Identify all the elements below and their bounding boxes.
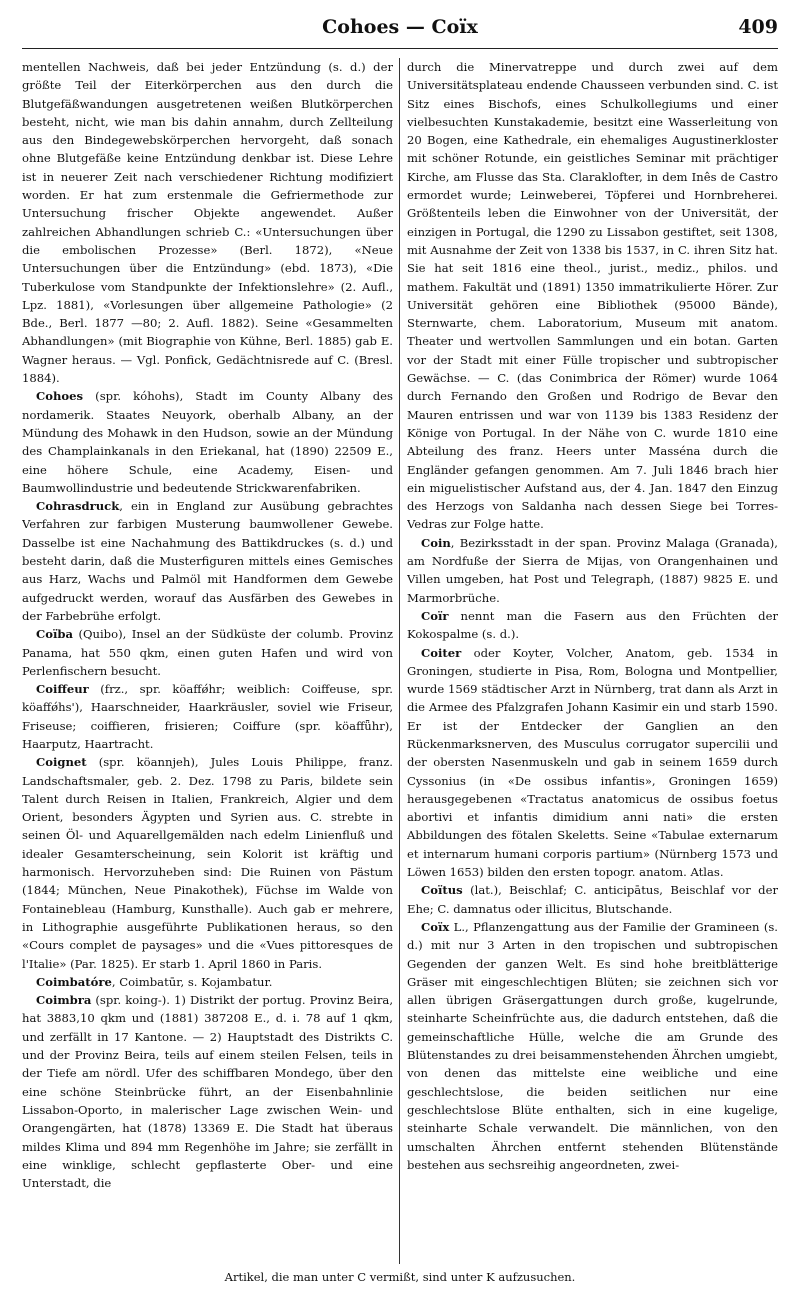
entry-headword: Coin [421,535,451,550]
dictionary-entry [22,497,393,625]
page-number: 409 [738,16,778,38]
entry-text: (spr. köannjeh), Jules Louis Philippe, franz. Landschaftsmaler, geb. 2. Dez. 1798 zu Paris, bildete sein Talent durch Reisen in Italien, Frankreich, Algier und dem Orient, besonders Ägypten und Syrien aus. C. strebte in seinen Öl- und Aquarellgemälden nach edelm Linienfluß und idealer Gesamterscheinung, sein Kolorit ist kräftig und harmonisch. Hervorzuheben sind: Die Ruinen von Pästum (1844; München, Neue Pinakothek), Füchse im Walde von Fontainebleau (Hamburg, Kunsthalle). Auch gab er mehrere, in Lithographie ausgeführte Publikationen heraus, so den «Cours complet de paysages» und die «Vues pittoresques de l'Italie» (Par. 1825). Er starb 1. April 1860 in Paris. [22,755,393,971]
entry-headword: Coïr [421,608,449,623]
dictionary-entry [407,58,778,534]
entry-headword: Coimbra [36,993,92,1008]
right-column [407,58,778,1264]
dictionary-entry [22,973,393,991]
entry-headword: Cohoes [36,389,84,404]
dictionary-entry [22,680,393,753]
dictionary-entry [407,644,778,882]
running-head: Cohoes — Coïx [322,16,478,38]
entry-text: , Coimbatūr, s. Kojambatur. [111,974,273,989]
dictionary-entry [22,387,393,497]
entry-headword: Coiter [421,645,462,660]
entry-text: (frz., spr. köaffǿhr; weiblich: Coiffeuse, spr. köaffǿhs'), Haarschneider, Haarkräusler, soviel wie Friseur, Friseuse; coiffieren, frisieren; Coiffure (spr. köaffǖhr), Haarputz, Haartracht. [22,682,393,751]
entry-text: durch die Minervatreppe und durch zwei auf dem Universitätsplateau endende Chausseen verbunden sind. C. ist Sitz eines Bischofs, eines Schulkollegiums und einer vielbesuchten Kunstakademie, besitzt eine Wasserleitung von 20 Bogen, eine Kathedrale, ein ehemaliges Augustinerkloster mit schöner Rotunde, ein geistliches Seminar mit prächtiger Kirche, am Flusse das Sta. Claraklofter, in dem Inês de Castro ermordet wurde; Leinweberei, Töpferei und Hornbreherei. Größtenteils leben die Einwohner von der Universität, der einzigen in Portugal, die 1290 zu Lissabon gestiftet, seit 1308, mit Ausnahme der Zeit von 1338 bis 1537, in C. ihren Sitz hat. Sie hat seit 1816 eine theol., jurist., mediz., philos. und mathem. Fakultät und (1891) 1350 immatrikulierte Hörer. Zur Universität gehören eine Bibliothek (95000 Bände), Sternwarte, chem. Laboratorium, Museum mit anatom. Theater und wertvollen Sammlungen und ein botan. Garten vor der Stadt mit einer Fülle tropischer und subtropischer Gewächse. — C. (das Conimbrica der Römer) wurde 1064 durch Fernando den Großen und Rodrigo de Bevar den Mauren entrissen und war von 1139 bis 1383 Residenz der Könige von Portugal. In der Nähe von C. wurde 1810 eine Abteilung des franz. Heers unter Masséna durch die Engländer gefangen genommen. Am 7. Juli 1846 brach hier ein miguelistischer Aufstand aus, der 4. Jan. 1847 den Einzug des Herzogs von Saldanha nach dessen Siege bei Torres-Vedras zur Folge hatte. [407,60,778,532]
dictionary-entry [22,753,393,973]
entry-text: oder Koyter, Volcher, Anatom, geb. 1534 in Groningen, studierte in Pisa, Rom, Bologna und Montpellier, wurde 1569 städtischer Arzt in Nürnberg, trat dann als Arzt in die Armee des Pfalzgrafen Johann Kasimir ein und starb 1590. Er ist der Entdecker der Ganglien an den Rückenmarksnerven, des Musculus corrugator supercilii und der obersten Nasenmuskeln und gab in seinem 1659 durch Cyssonius (in «De ossibus infantis», Groningen 1659) herausgegebenen «Tractatus anatomicus de ossibus foetus abortivi et infantis dimidium anni nati» die ersten Abbildungen des fötalen Skeletts. Seine «Tabulae externarum et internarum humani corporis partium» (Nürnberg 1573 und Löwen 1653) bilden den ersten topogr. anatom. Atlas. [407,645,778,880]
entry-text: L., Pflanzengattung aus der Familie der Gramineen (s. d.) mit nur 3 Arten in den tropischen und subtropischen Gegenden der ganzen Welt. Es sind hohe breitblätterige Gräser mit eingeschlechtigen Blüten; sie zeichnen sich vor allen übrigen Gräsergattungen durch große, kugelrunde, steinharte Scheinfrüchte aus, die dadurch entstehen, daß die gemeinschaftliche Hülle, welche die am Grunde des Blütenstandes zu drei beisammenstehenden Ährchen umgiebt, von denen das mittelste eine weibliche und eine geschlechtslose, die beiden seitlichen nur eine geschlechtslose Blüte enthalten, sich in eine kugelige, steinharte Schale verwandelt. Die männlichen, von den umschalten Ährchen entfernt stehenden Blütenstände bestehen aus sechsreihig angeordneten, zwei- [407,919,778,1172]
entry-headword: Coiffeur [36,682,89,697]
entry-text: (spr. koing-). 1) Distrikt der portug. Provinz Beira, hat 3883,10 qkm und (1881) 387208 E., d. i. 78 auf 1 qkm, und zerfällt in 17 Kantone. — 2) Hauptstadt des Distrikts C. und der Provinz Beira, teils auf einem steilen Felsen, teils in der Tiefe am nördl. Ufer des schiffbaren Mondego, über den eine schöne Steinbrücke führt, an der Eisenbahnlinie Lissabon-Oporto, in malerischer Lage zwischen Wein- und Orangengärten, hat (1878) 13369 E. Die Stadt hat überaus mildes Klima und 894 mm Regenhöhe im Jahre; sie zerfällt in eine winklige, schlecht gepflasterte Ober- und eine Unterstadt, die [22,993,393,1191]
page-header [22,14,778,49]
dictionary-entry [22,625,393,680]
entry-headword: Coimbatóre [36,974,112,989]
entry-text: (Quibo), Insel an der Südküste der columb. Provinz Panama, hat 550 qkm, einen guten Hafen und wird von Perlenfischern besucht. [22,627,393,678]
column-divider [399,58,400,1264]
entry-text: (lat.), Beischlaf; C. anticipātus, Beischlaf vor der Ehe; C. damnatus oder illicitus, Blutschande. [407,883,778,916]
dictionary-entry [407,607,778,644]
entry-text: nennt man die Fasern aus den Früchten der Kokospalme (s. d.). [407,608,778,642]
dictionary-entry [407,918,778,1174]
entry-headword: Coignet [36,755,87,770]
left-column [22,58,393,1264]
dictionary-entry [407,881,778,918]
dictionary-entry [22,58,393,387]
entry-text: , ein in England zur Ausübung gebrachtes Verfahren zur farbigen Musterung baumwollener Gewebe. Dasselbe ist eine Nachahmung des Battikdruckes (s. d.) und besteht darin, daß die Musterfiguren mittels eines Gemisches aus Harz, Wachs und Palmöl mit Handformen dem Gewebe aufgedruckt werden, worauf das Ausfärben des Gewebes in der Farbebrühe erfolgt. [22,499,393,623]
dictionary-entry [22,991,393,1192]
entry-text: , Bezirksstadt in der span. Provinz Malaga (Granada), am Nordfuße der Sierra de Mijas, von Orangenhainen und Villen umgeben, hat Post und Telegraph, (1887) 9825 E. und Marmorbrüche. [407,535,778,605]
entry-text: (spr. kóhohs), Stadt im County Albany des nordamerik. Staates Neuyork, oberhalb Albany, an der Mündung des Mohawk in den Hudson, sowie an der Mündung des Champlainkanals in den Eriekanal, hat (1890) 22509 E., eine höhere Schule, eine Academy, Eisen- und Baumwollindustrie und bedeutende Strickwarenfabriken. [22,389,393,495]
entry-headword: Coïtus [421,883,463,898]
dictionary-entry [407,534,778,607]
entry-headword: Coïba [36,627,73,642]
footer-note: Artikel, die man unter C vermißt, sind unter K aufzusuchen. [224,1270,576,1284]
entry-headword: Coïx [421,919,450,934]
entry-headword: Cohrasdruck [36,499,120,514]
entry-text: mentellen Nachweis, daß bei jeder Entzündung (s. d.) der größte Teil der Eiterkörperchen aus den durch die Blutgefäßwandungen ausgetretenen weißen Blutkörperchen besteht, nicht, wie man bis dahin annahm, durch Zellteilung aus den Bindegewebskörperchen hervorgeht, daß sonach ohne Blutgefäße keine Entzündung denkbar ist. Diese Lehre ist in neuerer Zeit nach verschiedener Richtung modifiziert worden. Er hat zum erstenmale die Gefriermethode zur Untersuchung frischer Objekte angewendet. Außer zahlreichen Abhandlungen schrieb C.: «Untersuchungen über die embolischen Prozesse» (Berl. 1872), «Neue Untersuchungen über die Entzündung» (ebd. 1873), «Die Tuberkulose vom Standpunkte der Infektionslehre» (2. Aufl., Lpz. 1881), «Vorlesungen über allgemeine Pathologie» (2 Bde., Berl. 1877 —80; 2. Aufl. 1882). Seine «Gesammelten Abhandlungen» (mit Biographie von Kühne, Berl. 1885) gab E. Wagner heraus. — Vgl. Ponfick, Gedächtnisrede auf C. (Bresl. 1884). [22,60,393,386]
text-columns [22,58,778,1264]
